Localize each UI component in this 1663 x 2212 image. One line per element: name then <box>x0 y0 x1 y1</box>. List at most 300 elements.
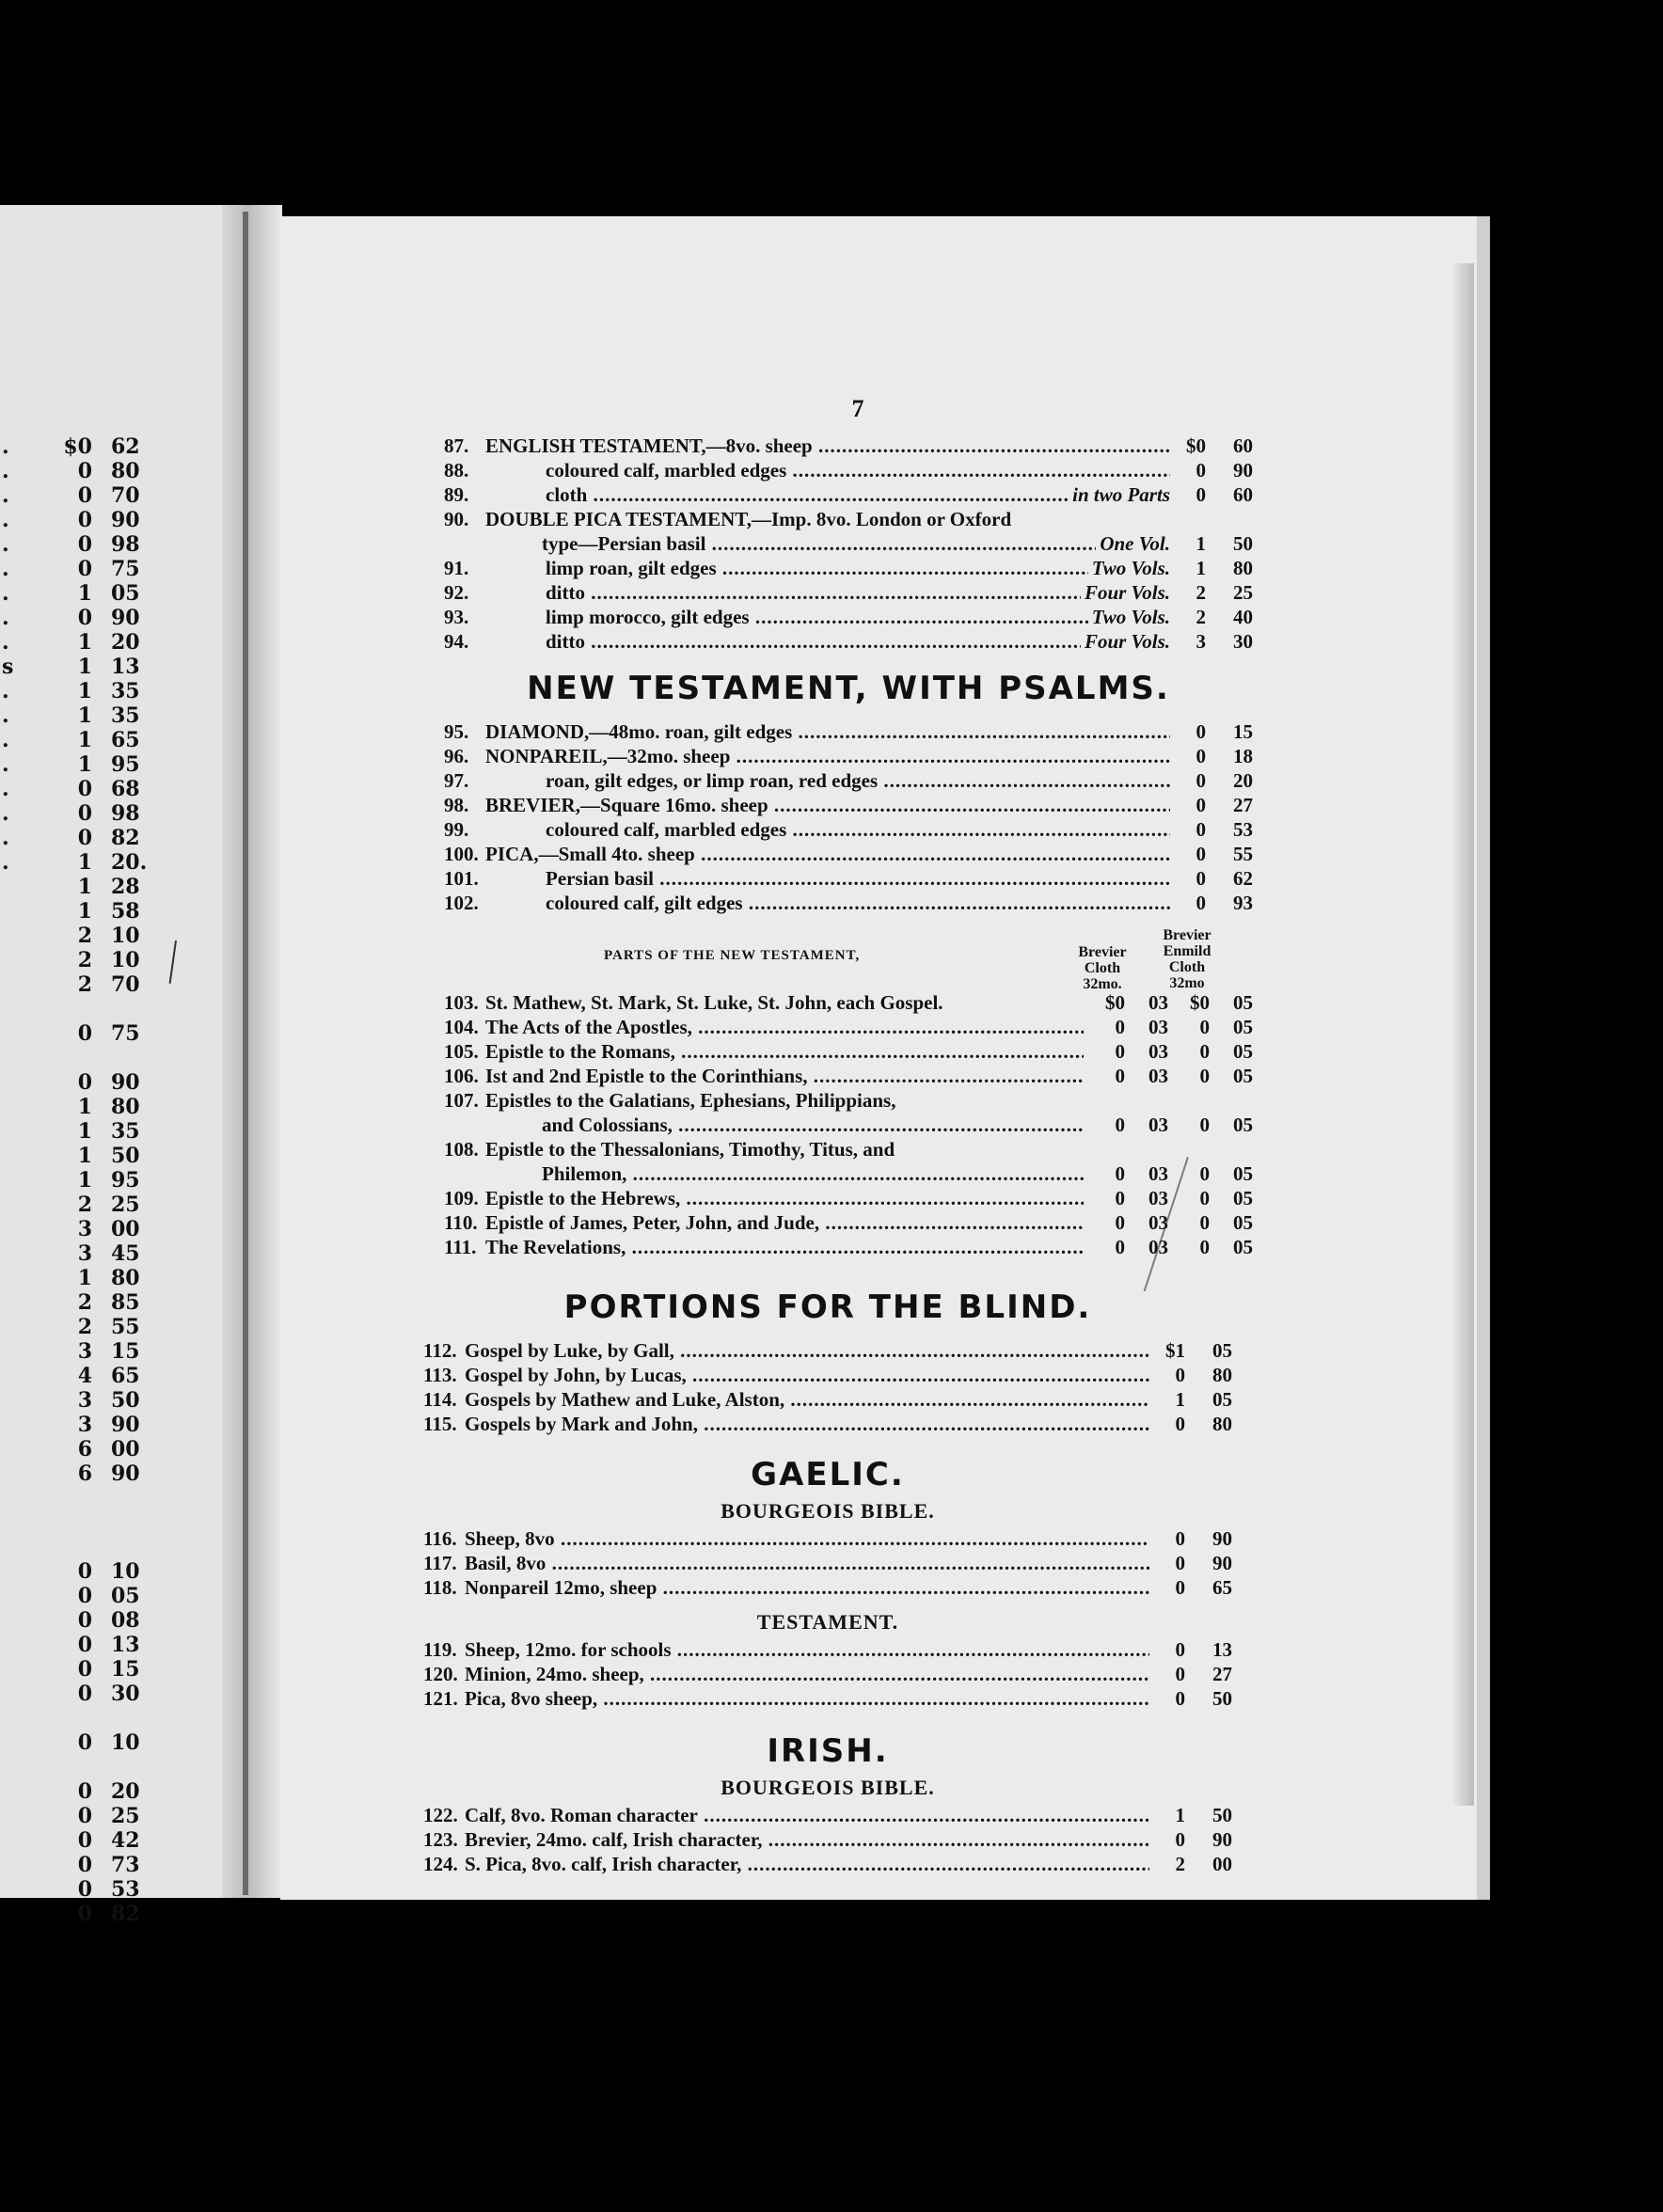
left-price-row <box>0 1682 226 1706</box>
price-dollars: 0 <box>1175 1413 1185 1435</box>
left-price-row <box>0 1510 226 1535</box>
price-cents: 65 <box>111 728 140 752</box>
left-price-row <box>0 924 226 948</box>
price-cents: 13 <box>1212 1638 1232 1661</box>
left-price-row <box>0 801 226 826</box>
brevier-enmild-cents: 05 <box>1233 991 1253 1014</box>
left-price-row <box>0 1046 226 1070</box>
gaelic-bible-item-row <box>423 1576 1232 1601</box>
irish-list <box>423 1804 1232 1877</box>
price-cents: 35 <box>111 1119 140 1144</box>
item-description: Ist and 2nd Epistle to the Corinthians, ..... <box>485 1065 1084 1088</box>
item-description: Epistles to the Galatians, Ephesians, Philippians, <box>485 1089 896 1112</box>
price-dollars: 0 <box>77 1828 92 1853</box>
price-dollars: $0 <box>63 434 92 459</box>
parts-title: PARTS OF THE NEW TESTAMENT, <box>604 948 861 963</box>
item-number: 100. <box>444 843 479 865</box>
price-dollars: 0 <box>77 1779 92 1804</box>
price-cents: 50 <box>1233 532 1253 555</box>
price-dollars: 1 <box>77 875 92 899</box>
price-cents: 80 <box>111 459 140 483</box>
left-price-row <box>0 1486 226 1510</box>
item-description: PICA,—Small 4to. sheep ..... <box>485 843 1170 866</box>
price-dollars: 0 <box>77 557 92 581</box>
price-cents: 73 <box>111 1853 140 1877</box>
column-header-brevier-enmild: Brevier Enmild Cloth 32mo <box>1163 927 1212 991</box>
price-cents: 35 <box>111 679 140 703</box>
price-cents: 05 <box>1212 1339 1232 1362</box>
item-description: Minion, 24mo. sheep, ..... <box>465 1663 1149 1686</box>
left-price-row <box>0 1290 226 1315</box>
item-number: 102. <box>444 892 479 914</box>
left-price-row <box>0 1144 226 1168</box>
price-cents: 70 <box>111 483 140 508</box>
brevier-enmild-cents: 05 <box>1233 1236 1253 1258</box>
left-price-row <box>0 1535 226 1559</box>
item-number: 93. <box>444 606 469 628</box>
gaelic-testament-item-row <box>423 1663 1232 1687</box>
left-price-row <box>0 703 226 728</box>
left-price-row <box>0 1021 226 1046</box>
item-number: 101. <box>444 867 479 890</box>
price-dollars: 3 <box>77 1217 92 1241</box>
price-cents: 90 <box>1233 459 1253 482</box>
item-description: roan, gilt edges, or limp roan, red edges ..... <box>485 769 1170 793</box>
price-cents: 93 <box>1233 892 1253 914</box>
price-dollars: 1 <box>77 630 92 655</box>
brevier-cloth-cents: 03 <box>1148 1114 1168 1136</box>
left-price-row <box>0 1828 226 1853</box>
item-number: 98. <box>444 794 469 816</box>
parts-item-row <box>444 1065 1253 1089</box>
item-description: Nonpareil 12mo, sheep ..... <box>465 1576 1149 1600</box>
price-dollars: 0 <box>77 532 92 557</box>
price-cents: 10 <box>111 1730 140 1755</box>
catalogue-lower <box>423 1288 1232 1877</box>
brevier-enmild-cents: 05 <box>1233 1211 1253 1234</box>
price-dollars: 0 <box>77 826 92 850</box>
item-number: 112. <box>423 1339 457 1362</box>
price-dollars: 0 <box>77 1877 92 1902</box>
price-dollars: 1 <box>77 679 92 703</box>
item-description: Epistle to the Thessalonians, Timothy, Titus, and <box>485 1138 895 1161</box>
price-dollars: 0 <box>77 1070 92 1095</box>
item-description: The Revelations, ..... <box>485 1236 1084 1259</box>
leader-mark: . <box>2 581 9 606</box>
left-price-row <box>0 1853 226 1877</box>
leader-mark: . <box>2 557 9 581</box>
leader-mark: . <box>2 508 9 532</box>
left-page-price-column <box>0 434 226 1926</box>
price-cents: 20 <box>111 630 140 655</box>
item-description: Pica, 8vo sheep, ..... <box>465 1687 1149 1711</box>
item-number: 119. <box>423 1638 457 1661</box>
item-description: Basil, 8vo ..... <box>465 1552 1149 1575</box>
price-dollars: 6 <box>77 1437 92 1462</box>
brevier-enmild-cents: 05 <box>1233 1040 1253 1063</box>
parts-item-row <box>444 991 1253 1016</box>
price-cents: 10 <box>111 924 140 948</box>
price-dollars: 2 <box>77 1290 92 1315</box>
price-cents: 65 <box>1212 1576 1232 1599</box>
price-cents: 55 <box>111 1315 140 1339</box>
item-description: S. Pica, 8vo. calf, Irish character, ..... <box>465 1853 1149 1876</box>
item-description: Epistle of James, Peter, John, and Jude, ..... <box>485 1211 1084 1235</box>
left-price-row <box>0 1706 226 1730</box>
item-number: 103. <box>444 991 479 1014</box>
leader-mark: . <box>2 801 9 826</box>
left-price-row <box>0 752 226 777</box>
item-number: 108. <box>444 1138 479 1161</box>
item-number: 116. <box>423 1527 457 1550</box>
brevier-cloth-dollars: 0 <box>1115 1187 1125 1209</box>
price-cents: 42 <box>111 1828 140 1853</box>
item-description: Brevier, 24mo. calf, Irish character, ..... <box>465 1828 1149 1852</box>
item-number: 94. <box>444 630 469 653</box>
gaelic-bible-item-row <box>423 1552 1232 1576</box>
irish-bible-heading: BOURGEOIS BIBLE. <box>721 1776 935 1799</box>
testament-item-row <box>444 434 1253 459</box>
item-description: Gospels by Mathew and Luke, Alston, ..... <box>465 1388 1149 1412</box>
catalogue-upper <box>444 395 1253 1260</box>
price-cents: 82 <box>111 826 140 850</box>
left-price-row <box>0 1217 226 1241</box>
left-price-row <box>0 532 226 557</box>
price-dollars: 1 <box>77 655 92 679</box>
item-number: 111. <box>444 1236 477 1258</box>
left-price-row <box>0 1070 226 1095</box>
gaelic-bible-list <box>423 1527 1232 1601</box>
leader-mark: . <box>2 459 9 483</box>
price-dollars: 0 <box>77 1584 92 1608</box>
price-dollars: 0 <box>77 1657 92 1682</box>
parts-item-row <box>444 1211 1253 1236</box>
item-description: cloth ..... <box>485 483 1069 507</box>
price-dollars: 0 <box>77 1804 92 1828</box>
left-price-row <box>0 1755 226 1779</box>
left-price-row <box>0 1633 226 1657</box>
brevier-cloth-dollars: 0 <box>1115 1236 1125 1258</box>
parts-item-row <box>444 1138 1253 1162</box>
price-dollars: 2 <box>77 948 92 972</box>
testament-item-row <box>444 581 1253 606</box>
blind-list <box>423 1339 1232 1437</box>
price-cents: 60 <box>1233 483 1253 506</box>
price-dollars: 2 <box>1196 606 1206 628</box>
item-note: Four Vols. <box>1084 630 1170 653</box>
left-price-row <box>0 1193 226 1217</box>
leader-mark: . <box>2 532 9 557</box>
price-dollars: 1 <box>77 703 92 728</box>
item-number: 122. <box>423 1804 458 1826</box>
item-description: Calf, 8vo. Roman character ..... <box>465 1804 1149 1827</box>
left-price-row <box>0 679 226 703</box>
price-cents: 80 <box>111 1095 140 1119</box>
left-price-row <box>0 1462 226 1486</box>
price-dollars: 0 <box>1196 892 1206 914</box>
gaelic-bible-heading: BOURGEOIS BIBLE. <box>721 1499 935 1523</box>
item-description: NONPAREIL,—32mo. sheep ..... <box>485 745 1170 768</box>
left-price-row <box>0 728 226 752</box>
left-price-row <box>0 434 226 459</box>
brevier-cloth-dollars: 0 <box>1115 1040 1125 1063</box>
leader-mark: . <box>2 826 9 850</box>
item-description: ENGLISH TESTAMENT,—8vo. sheep ..... <box>485 434 1170 458</box>
item-number: 121. <box>423 1687 458 1710</box>
price-cents: 35 <box>111 703 140 728</box>
brevier-enmild-cents: 05 <box>1233 1065 1253 1087</box>
price-cents: 90 <box>1212 1828 1232 1851</box>
left-price-row <box>0 777 226 801</box>
price-cents: 53 <box>1233 818 1253 841</box>
leader-mark: . <box>2 703 9 728</box>
item-note: in two Parts <box>1072 483 1170 506</box>
price-cents: 62 <box>1233 867 1253 890</box>
brevier-cloth-cents: 03 <box>1148 1065 1168 1087</box>
price-cents: 62 <box>111 434 140 459</box>
leader-mark: . <box>2 606 9 630</box>
brevier-enmild-dollars: 0 <box>1199 1162 1210 1185</box>
price-dollars: 1 <box>77 899 92 924</box>
left-price-row <box>0 1364 226 1388</box>
item-number: 105. <box>444 1040 479 1063</box>
price-cents: 08 <box>111 1608 140 1633</box>
item-description: type—Persian basil ..... <box>485 532 1096 556</box>
item-number: 90. <box>444 508 469 530</box>
brevier-enmild-cents: 05 <box>1233 1187 1253 1209</box>
left-price-row <box>0 1877 226 1902</box>
price-cents: 05 <box>111 1584 140 1608</box>
price-cents: 90 <box>111 1413 140 1437</box>
left-price-row <box>0 1779 226 1804</box>
price-dollars: 1 <box>77 1266 92 1290</box>
left-price-row <box>0 1388 226 1413</box>
item-description: The Acts of the Apostles, ..... <box>485 1016 1084 1039</box>
item-number: 91. <box>444 557 469 579</box>
price-cents: 05 <box>111 581 140 606</box>
price-cents: 90 <box>111 1070 140 1095</box>
price-cents: 25 <box>1233 581 1253 604</box>
price-cents: 13 <box>111 1633 140 1657</box>
left-price-row <box>0 1804 226 1828</box>
item-description: ditto ..... <box>485 630 1081 654</box>
price-dollars: 0 <box>1196 843 1206 865</box>
blind-item-row <box>423 1388 1232 1413</box>
item-description: limp morocco, gilt edges ..... <box>485 606 1088 629</box>
price-cents: 15 <box>1233 720 1253 743</box>
parts-item-row <box>444 1162 1253 1187</box>
left-price-row <box>0 1559 226 1584</box>
left-price-row <box>0 1437 226 1462</box>
price-dollars: 1 <box>1196 557 1206 579</box>
price-dollars: 0 <box>1196 720 1206 743</box>
parts-item-row <box>444 1187 1253 1211</box>
price-cents: 90 <box>111 1462 140 1486</box>
section-heading-gaelic: GAELIC. <box>751 1456 905 1493</box>
gaelic-testament-list <box>423 1638 1232 1712</box>
price-dollars: 0 <box>1196 818 1206 841</box>
price-dollars: 6 <box>77 1462 92 1486</box>
item-number: 104. <box>444 1016 479 1038</box>
left-price-row <box>0 508 226 532</box>
parts-item-row <box>444 1114 1253 1138</box>
item-number: 88. <box>444 459 469 482</box>
price-dollars: 0 <box>1175 1828 1185 1851</box>
price-dollars: 0 <box>77 1021 92 1046</box>
price-cents: 75 <box>111 557 140 581</box>
price-dollars: 2 <box>77 924 92 948</box>
testament-item-row <box>444 606 1253 630</box>
psalms-item-row <box>444 769 1253 794</box>
english-testament-list <box>444 434 1253 655</box>
price-cents: 95 <box>111 752 140 777</box>
leader-mark: . <box>2 850 9 875</box>
item-number: 89. <box>444 483 469 506</box>
price-cents: 50 <box>1212 1687 1232 1710</box>
left-price-row <box>0 972 226 997</box>
brevier-cloth-dollars: 0 <box>1115 1114 1125 1136</box>
price-dollars: 0 <box>1196 459 1206 482</box>
leader-mark: . <box>2 483 9 508</box>
price-dollars: 3 <box>1196 630 1206 653</box>
left-price-row <box>0 875 226 899</box>
item-description: limp roan, gilt edges ..... <box>485 557 1088 580</box>
blind-item-row <box>423 1364 1232 1388</box>
price-cents: 58 <box>111 899 140 924</box>
irish-item-row <box>423 1804 1232 1828</box>
price-cents: 98 <box>111 801 140 826</box>
price-cents: 28 <box>111 875 140 899</box>
blind-item-row <box>423 1413 1232 1437</box>
price-dollars: 1 <box>1175 1804 1185 1826</box>
item-number: 106. <box>444 1065 479 1087</box>
item-description: ditto ..... <box>485 581 1081 605</box>
section-heading-blind: PORTIONS FOR THE BLIND. <box>563 1288 1092 1326</box>
price-cents: 18 <box>1233 745 1253 767</box>
price-dollars: 0 <box>77 1608 92 1633</box>
item-description: coloured calf, gilt edges ..... <box>485 892 1170 915</box>
price-dollars: 0 <box>1196 483 1206 506</box>
price-dollars: 0 <box>77 606 92 630</box>
price-cents: 00 <box>111 1217 140 1241</box>
item-number: 96. <box>444 745 469 767</box>
brevier-enmild-dollars: 0 <box>1199 1065 1210 1087</box>
item-number: 92. <box>444 581 469 604</box>
price-dollars: 2 <box>77 1193 92 1217</box>
price-dollars: 1 <box>77 1168 92 1193</box>
left-price-row <box>0 1339 226 1364</box>
price-cents: 80 <box>1212 1364 1232 1386</box>
item-number: 115. <box>423 1413 457 1435</box>
left-price-row <box>0 630 226 655</box>
price-cents: 50 <box>1212 1804 1232 1826</box>
brevier-cloth-cents: 03 <box>1148 1187 1168 1209</box>
price-cents: 90 <box>1212 1552 1232 1574</box>
price-dollars: 3 <box>77 1413 92 1437</box>
price-cents: 10 <box>111 1559 140 1584</box>
brevier-enmild-dollars: 0 <box>1199 1187 1210 1209</box>
price-dollars: 0 <box>77 777 92 801</box>
price-cents: 15 <box>111 1657 140 1682</box>
parts-item-row <box>444 1040 1253 1065</box>
price-dollars: 0 <box>77 1682 92 1706</box>
item-number: 95. <box>444 720 469 743</box>
item-number: 110. <box>444 1211 478 1234</box>
price-cents: 90 <box>111 508 140 532</box>
psalms-item-row <box>444 794 1253 818</box>
left-price-row <box>0 1657 226 1682</box>
price-dollars: 0 <box>77 483 92 508</box>
price-cents: 13 <box>111 655 140 679</box>
price-dollars: 1 <box>77 850 92 875</box>
blind-item-row <box>423 1339 1232 1364</box>
item-description: coloured calf, marbled edges ..... <box>485 459 1170 482</box>
brevier-cloth-dollars: 0 <box>1115 1016 1125 1038</box>
price-cents: 85 <box>111 1290 140 1315</box>
price-cents: 30 <box>111 1682 140 1706</box>
left-price-row <box>0 899 226 924</box>
price-dollars: 0 <box>1196 867 1206 890</box>
price-dollars: 0 <box>77 1633 92 1657</box>
parts-item-row <box>444 1236 1253 1260</box>
price-dollars: 0 <box>1196 745 1206 767</box>
left-price-row <box>0 459 226 483</box>
price-dollars: 2 <box>1175 1853 1185 1875</box>
left-price-row <box>0 826 226 850</box>
brevier-cloth-cents: 03 <box>1148 1236 1168 1258</box>
item-description: St. Mathew, St. Mark, St. Luke, St. John, each Gospel. <box>485 991 943 1014</box>
price-cents: 05 <box>1212 1388 1232 1411</box>
brevier-cloth-cents: 03 <box>1148 1211 1168 1234</box>
testament-item-row <box>444 532 1253 557</box>
left-price-row <box>0 1315 226 1339</box>
price-cents: 25 <box>111 1193 140 1217</box>
item-description: DOUBLE PICA TESTAMENT,—Imp. 8vo. London or Oxford <box>485 508 1012 530</box>
page-number: 7 <box>851 395 864 422</box>
item-description: and Colossians, ..... <box>485 1114 1084 1137</box>
brevier-cloth-cents: 03 <box>1148 1040 1168 1063</box>
left-price-row <box>0 1608 226 1633</box>
price-cents: 60 <box>1233 434 1253 457</box>
price-dollars: 0 <box>1175 1527 1185 1550</box>
parts-header <box>444 929 1253 991</box>
price-dollars: 0 <box>1196 769 1206 792</box>
gaelic-testament-item-row <box>423 1638 1232 1663</box>
column-header-brevier-cloth: Brevier Cloth 32mo. <box>1078 944 1127 992</box>
price-cents: 75 <box>111 1021 140 1046</box>
price-cents: 50 <box>111 1388 140 1413</box>
irish-item-row <box>423 1853 1232 1877</box>
price-cents: 80 <box>111 1266 140 1290</box>
item-number: 114. <box>423 1388 457 1411</box>
price-cents: 20. <box>111 850 148 875</box>
price-dollars: 0 <box>1175 1663 1185 1685</box>
gutter-shadow-line <box>243 212 248 1895</box>
price-dollars: 0 <box>1175 1552 1185 1574</box>
brevier-enmild-cents: 05 <box>1233 1016 1253 1038</box>
brevier-cloth-cents: 03 <box>1148 991 1168 1014</box>
item-description: Sheep, 8vo ..... <box>465 1527 1149 1551</box>
price-cents: 55 <box>1233 843 1253 865</box>
item-note: Four Vols. <box>1084 581 1170 604</box>
brevier-enmild-dollars: 0 <box>1199 1236 1210 1258</box>
price-cents: 25 <box>111 1804 140 1828</box>
item-number: 120. <box>423 1663 458 1685</box>
section-heading-irish: IRISH. <box>767 1732 889 1770</box>
item-number: 109. <box>444 1187 479 1209</box>
left-price-row <box>0 483 226 508</box>
price-dollars: $1 <box>1165 1339 1185 1362</box>
